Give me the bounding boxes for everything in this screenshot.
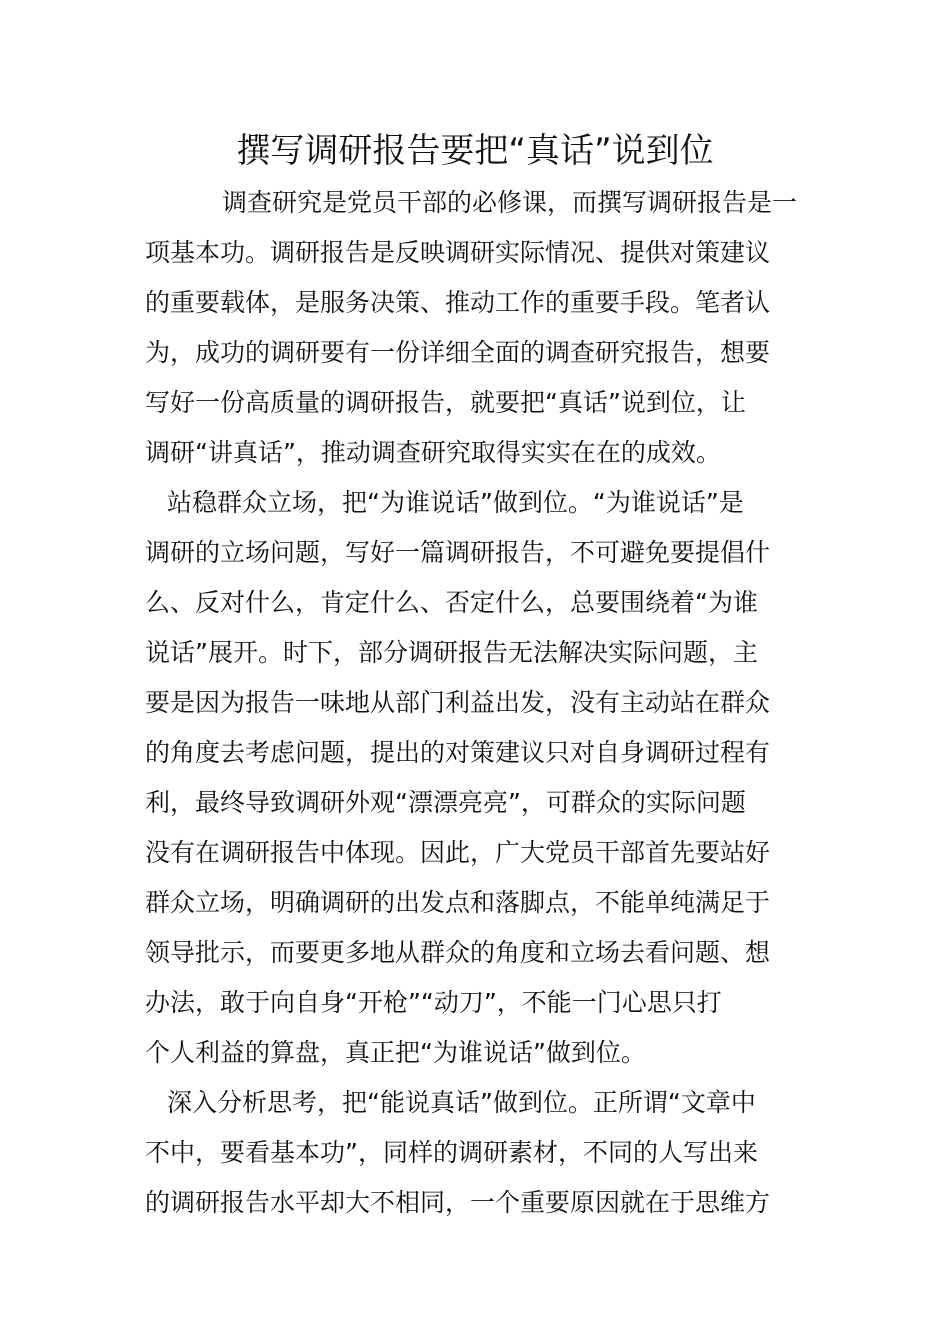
paragraph-3-line-3: 的调研报告水平却大不相同，一个重要原因就在于思维方 — [145, 1188, 771, 1217]
paragraph-1-line-6: 调研“讲真话”，推动调查研究取得实实在在的成效。 — [145, 438, 721, 467]
paragraph-2-line-4: 说话”展开。时下，部分调研报告无法解决实际问题，主 — [145, 638, 758, 667]
paragraph-2-line-12: 个人利益的算盘，真正把“为谁说话”做到位。 — [145, 1038, 646, 1067]
paragraph-1-line-5: 写好一份高质量的调研报告，就要把“真话”说到位，让 — [145, 388, 746, 417]
paragraph-2-line-9: 群众立场，明确调研的出发点和落脚点，不能单纯满足于 — [145, 888, 771, 917]
paragraph-1-line-2: 项基本功。调研报告是反映调研实际情况、提供对策建议 — [145, 238, 771, 267]
paragraph-3-line-2: 不中，要看基本功”，同样的调研素材，不同的人写出来 — [145, 1138, 758, 1167]
paragraph-1-line-3: 的重要载体，是服务决策、推动工作的重要手段。笔者认 — [145, 288, 771, 317]
paragraph-2-line-7: 利，最终导致调研外观“漂漂亮亮”，可群众的实际问题 — [145, 788, 746, 817]
paragraph-2-line-10: 领导批示，而要更多地从群众的角度和立场去看问题、想 — [145, 938, 771, 967]
paragraph-2-line-3: 么、反对什么，肯定什么、否定什么，总要围绕着“为谁 — [145, 588, 758, 617]
paragraph-1-line-4: 为，成功的调研要有一份详细全面的调查研究报告，想要 — [145, 338, 771, 367]
paragraph-3-line-1: 深入分析思考，把“能说真话”做到位。正所谓“文章中 — [167, 1088, 756, 1117]
paragraph-2-line-2: 调研的立场问题，写好一篇调研报告，不可避免要提倡什 — [145, 538, 771, 567]
paragraph-1-line-1: 调查研究是党员干部的必修课，而撰写调研报告是一 — [222, 188, 798, 217]
paragraph-2-line-5: 要是因为报告一味地从部门利益出发，没有主动站在群众 — [145, 688, 771, 717]
document-title: 撰写调研报告要把“真话”说到位 — [236, 131, 714, 171]
document-body — [145, 178, 810, 1228]
paragraph-2-line-8: 没有在调研报告中体现。因此，广大党员干部首先要站好 — [145, 838, 771, 867]
paragraph-2-line-6: 的角度去考虑问题，提出的对策建议只对自身调研过程有 — [145, 738, 771, 767]
paragraph-2-line-11: 办法，敢于向自身“开枪”“动刀”，不能一门心思只打 — [145, 988, 722, 1017]
paragraph-2-line-1: 站稳群众立场，把“为谁说话”做到位。“为谁说话”是 — [167, 488, 744, 517]
